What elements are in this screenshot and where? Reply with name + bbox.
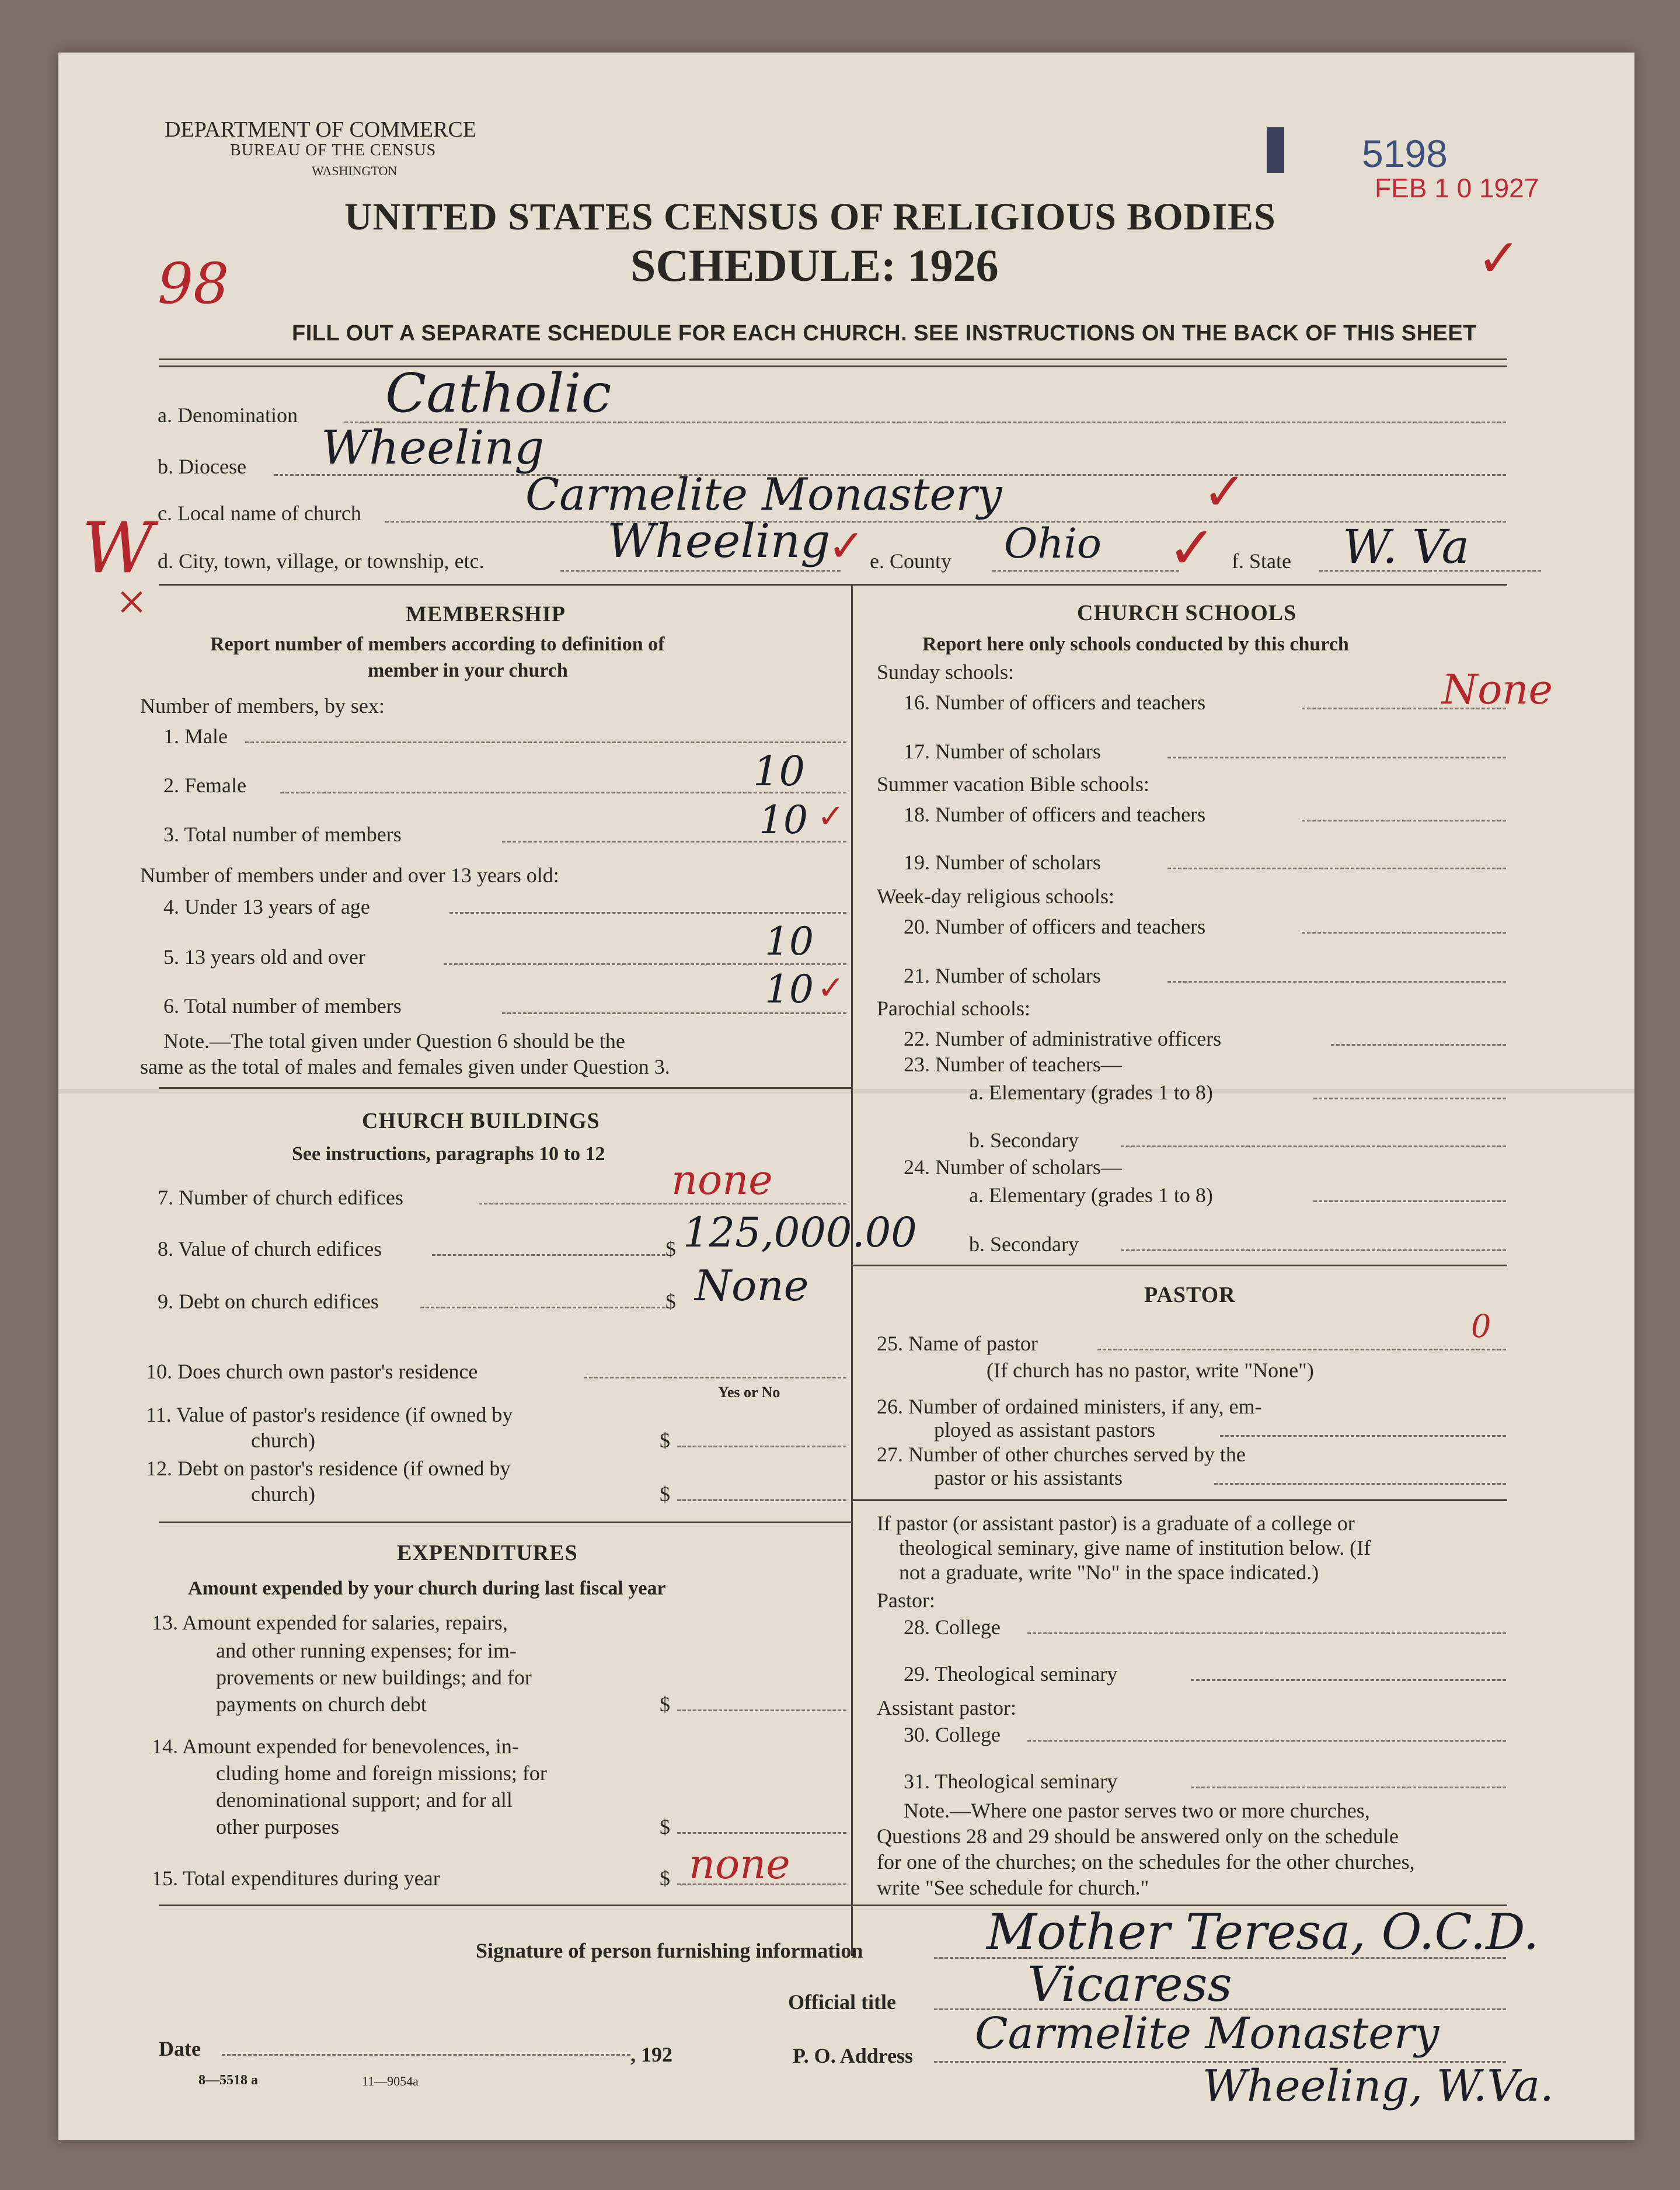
q25-label: 25. Name of pastor xyxy=(877,1332,1038,1355)
stamp-number: 5198 xyxy=(1362,132,1448,175)
q2-value[interactable]: 10 xyxy=(753,747,806,795)
q16-label: 16. Number of officers and teachers xyxy=(904,691,1206,714)
q11-label-b: church) xyxy=(251,1429,315,1452)
q27-label-b: pastor or his assistants xyxy=(934,1466,1123,1489)
city-label: d. City, town, village, or township, etc. xyxy=(158,549,485,573)
q19-label: 19. Number of scholars xyxy=(904,851,1101,874)
city-value[interactable]: Wheeling xyxy=(607,514,831,568)
bureau-heading: BUREAU OF THE CENSUS xyxy=(230,141,437,159)
membership-title: MEMBERSHIP xyxy=(406,602,566,626)
print-number: 11—9054a xyxy=(362,2074,419,2088)
diocese-value[interactable]: Wheeling xyxy=(321,420,545,475)
q14-label-b: cluding home and foreign missions; for xyxy=(216,1761,547,1785)
q13-label-d: payments on church debt xyxy=(216,1693,427,1716)
department-heading: DEPARTMENT OF COMMERCE xyxy=(165,117,477,142)
q25-note: (If church has no pastor, write "None") xyxy=(987,1359,1314,1382)
q7-value[interactable]: none xyxy=(671,1156,773,1204)
q9-value[interactable]: None xyxy=(695,1261,809,1310)
po-address-line-2[interactable]: Wheeling, W.Va. xyxy=(1203,2061,1554,2111)
summer-schools-label: Summer vacation Bible schools: xyxy=(877,772,1149,796)
q6-label: 6. Total number of members xyxy=(163,994,402,1018)
buildings-intro: See instructions, paragraphs 10 to 12 xyxy=(292,1143,605,1165)
q26-label-b: ployed as assistant pastors xyxy=(934,1418,1155,1442)
membership-intro-2: member in your church xyxy=(368,660,568,681)
q13-label-c: provements or new buildings; and for xyxy=(216,1666,532,1689)
q31-label: 31. Theological seminary xyxy=(904,1770,1118,1793)
q27-label-a: 27. Number of other churches served by the xyxy=(877,1443,1246,1466)
signature-label: Signature of person furnishing information xyxy=(476,1939,863,1962)
membership-note-2: same as the total of males and females given under Question 3. xyxy=(140,1055,670,1078)
sunday-schools-label: Sunday schools: xyxy=(877,660,1015,684)
q11-dollar: $ xyxy=(660,1429,670,1452)
q4-label: 4. Under 13 years of age xyxy=(163,895,370,918)
schools-title: CHURCH SCHOOLS xyxy=(1077,601,1297,625)
q13-label-a: 13. Amount expended for salaries, repairs, xyxy=(152,1611,508,1634)
q15-label: 15. Total expenditures during year xyxy=(152,1867,440,1890)
q23-label: 23. Number of teachers— xyxy=(904,1053,1122,1076)
state-value[interactable]: W. Va xyxy=(1343,520,1470,574)
census-schedule-form xyxy=(58,53,1634,2140)
po-address-line-1[interactable]: Carmelite Monastery xyxy=(975,2008,1439,2059)
q2-label: 2. Female xyxy=(163,774,246,797)
expenditures-title: EXPENDITURES xyxy=(397,1541,578,1565)
local-church-value[interactable]: Carmelite Monastery xyxy=(525,468,1002,520)
po-address-label: P. O. Address xyxy=(793,2044,914,2067)
column-divider xyxy=(851,584,853,1956)
denomination-value[interactable]: Catholic xyxy=(385,362,612,424)
q3-label: 3. Total number of members xyxy=(163,823,402,846)
official-title-value[interactable]: Vicaress xyxy=(1027,1957,1232,2013)
age-group-label: Number of members under and over 13 years old: xyxy=(140,864,559,887)
date-label: Date xyxy=(159,2037,201,2060)
q10-label: 10. Does church own pastor's residence xyxy=(146,1360,478,1383)
check-mark: ✓ xyxy=(828,522,865,571)
denomination-label: a. Denomination xyxy=(158,403,298,427)
q23b-label: b. Secondary xyxy=(969,1129,1079,1152)
q24a-label: a. Elementary (grades 1 to 8) xyxy=(969,1183,1213,1207)
q12-dollar: $ xyxy=(660,1482,670,1506)
q25-value[interactable]: 0 xyxy=(1471,1308,1491,1345)
signature-value[interactable]: Mother Teresa, O.C.D. xyxy=(987,1903,1539,1961)
q20-label: 20. Number of officers and teachers xyxy=(904,915,1206,938)
q14-dollar: $ xyxy=(660,1815,670,1839)
q24-label: 24. Number of scholars— xyxy=(904,1155,1122,1179)
weekday-schools-label: Week-day religious schools: xyxy=(877,885,1115,908)
q14-label-c: denominational support; and for all xyxy=(216,1788,513,1812)
q26-label-a: 26. Number of ordained ministers, if any, em- xyxy=(877,1395,1262,1418)
check-mark: ✓ xyxy=(1203,464,1247,521)
instruction-line: FILL OUT A SEPARATE SCHEDULE FOR EACH CHURCH. SEE INSTRUCTIONS ON THE BACK OF THIS SHEET xyxy=(292,321,1477,346)
form-title: UNITED STATES CENSUS OF RELIGIOUS BODIES xyxy=(344,196,1276,238)
q21-label: 21. Number of scholars xyxy=(904,964,1101,987)
assistant-pastor-subhead: Assistant pastor: xyxy=(877,1696,1016,1719)
graduate-note-1: If pastor (or assistant pastor) is a graduate of a college or xyxy=(877,1512,1355,1535)
members-by-sex-label: Number of members, by sex: xyxy=(140,694,385,718)
q18-label: 18. Number of officers and teachers xyxy=(904,803,1206,826)
pastor-note-3: for one of the churches; on the schedules for the other churches, xyxy=(877,1850,1415,1874)
graduate-note-2: theological seminary, give name of institution below. (If xyxy=(899,1536,1371,1559)
fold-line xyxy=(58,1089,1634,1094)
official-title-label: Official title xyxy=(788,1990,896,2014)
membership-note-1: Note.—The total given under Question 6 should be the xyxy=(163,1029,625,1053)
schools-intro: Report here only schools conducted by this church xyxy=(922,633,1349,655)
pastor-note-1: Note.—Where one pastor serves two or more churches, xyxy=(904,1799,1370,1822)
state-label: f. State xyxy=(1232,549,1291,573)
pastor-title: PASTOR xyxy=(1144,1283,1236,1307)
q1-label: 1. Male xyxy=(163,725,228,748)
pastor-note-2: Questions 28 and 29 should be answered only on the schedule xyxy=(877,1825,1399,1848)
schedule-title: SCHEDULE: 1926 xyxy=(630,240,999,291)
margin-w-mark: W xyxy=(82,508,154,589)
q13-dollar: $ xyxy=(660,1693,670,1716)
q28-label: 28. College xyxy=(904,1615,1001,1639)
local-church-label: c. Local name of church xyxy=(158,502,361,525)
q8-value[interactable]: 125,000.00 xyxy=(683,1209,917,1256)
check-mark: ✓ xyxy=(817,799,845,835)
expenditures-intro: Amount expended by your church during last fiscal year xyxy=(188,1578,666,1599)
buildings-title: CHURCH BUILDINGS xyxy=(362,1109,600,1133)
handwritten-number: 98 xyxy=(158,251,229,316)
q5-label: 5. 13 years old and over xyxy=(163,945,365,969)
q5-value[interactable]: 10 xyxy=(765,919,814,964)
q15-value[interactable]: none xyxy=(689,1840,790,1888)
graduate-note-3: not a graduate, write "No" in the space indicated.) xyxy=(899,1561,1319,1584)
date-year: , 192 xyxy=(630,2043,672,2066)
check-mark: ✓ xyxy=(1477,230,1521,288)
margin-x-mark: × xyxy=(117,573,147,631)
membership-intro-1: Report number of members according to definition of xyxy=(210,633,665,655)
parochial-schools-label: Parochial schools: xyxy=(877,997,1030,1020)
received-date-stamp: FEB 1 0 1927 xyxy=(1375,173,1539,203)
q16-value[interactable]: None xyxy=(1442,666,1553,713)
check-mark: ✓ xyxy=(1167,516,1217,581)
q30-label: 30. College xyxy=(904,1723,1001,1746)
q24b-label: b. Secondary xyxy=(969,1232,1079,1256)
county-label: e. County xyxy=(870,549,951,573)
county-value[interactable]: Ohio xyxy=(1004,520,1102,567)
q15-dollar: $ xyxy=(660,1867,670,1890)
q29-label: 29. Theological seminary xyxy=(904,1662,1118,1686)
q17-label: 17. Number of scholars xyxy=(904,740,1101,763)
stamp-mark xyxy=(1267,127,1284,173)
q23a-label: a. Elementary (grades 1 to 8) xyxy=(969,1081,1213,1104)
q7-label: 7. Number of church edifices xyxy=(158,1186,403,1209)
yes-no-caption: Yes or No xyxy=(718,1384,780,1401)
q11-label-a: 11. Value of pastor's residence (if owned by xyxy=(146,1403,513,1426)
q8-dollar: $ xyxy=(665,1237,676,1261)
form-number: 8—5518 a xyxy=(198,2073,258,2088)
q9-label: 9. Debt on church edifices xyxy=(158,1290,379,1313)
q12-label-a: 12. Debt on pastor's residence (if owned by xyxy=(146,1457,511,1480)
pastor-subhead: Pastor: xyxy=(877,1589,936,1612)
q8-label: 8. Value of church edifices xyxy=(158,1237,382,1261)
q6-value[interactable]: 10 xyxy=(765,967,814,1012)
q22-label: 22. Number of administrative officers xyxy=(904,1027,1222,1050)
check-mark: ✓ xyxy=(817,970,845,1007)
pastor-note-4: write "See schedule for church." xyxy=(877,1876,1149,1899)
city-heading: WASHINGTON xyxy=(312,163,398,178)
diocese-label: b. Diocese xyxy=(158,455,246,478)
q12-label-b: church) xyxy=(251,1482,315,1506)
q14-label-d: other purposes xyxy=(216,1815,339,1839)
q14-label-a: 14. Amount expended for benevolences, in- xyxy=(152,1735,519,1758)
q13-label-b: and other running expenses; for im- xyxy=(216,1639,517,1662)
q3-value[interactable]: 10 xyxy=(759,798,808,842)
q9-dollar: $ xyxy=(665,1290,676,1313)
